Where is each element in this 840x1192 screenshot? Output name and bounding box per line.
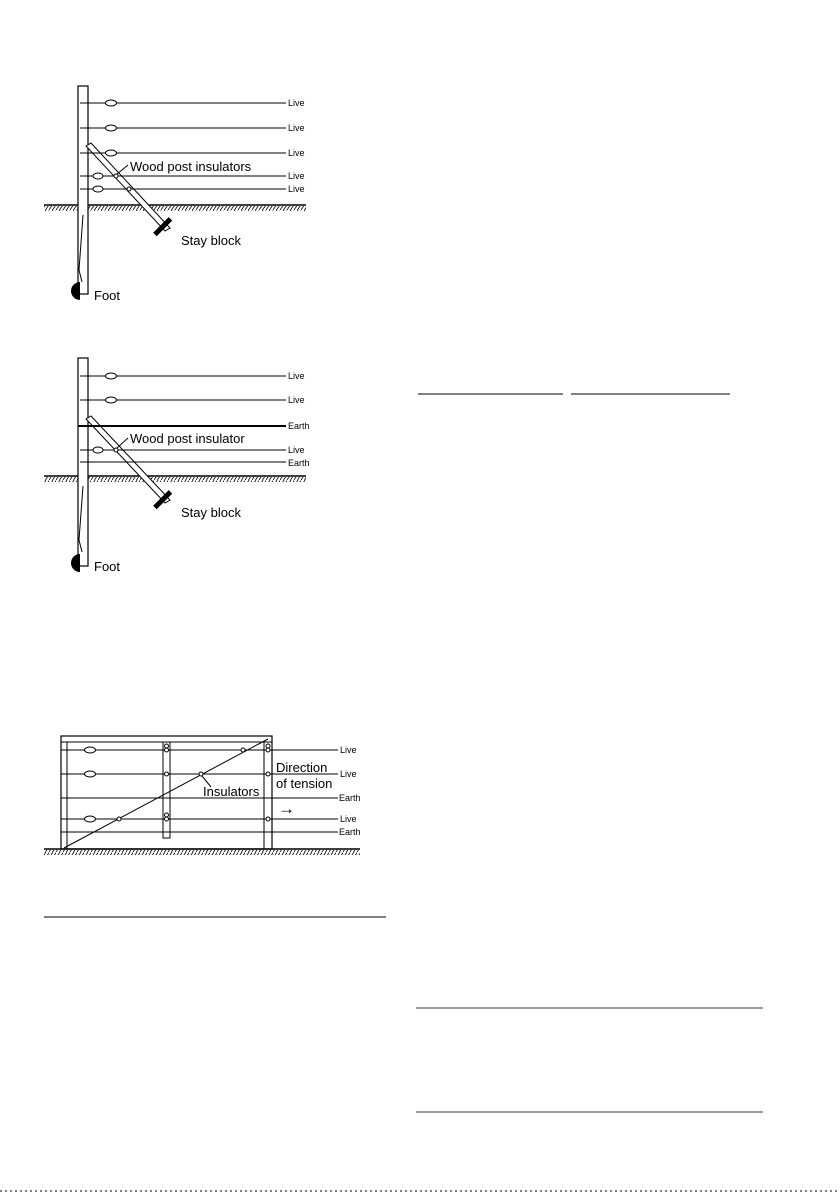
wire-label-3: Live [288, 148, 305, 158]
figure-1-end-post-live-wires [44, 86, 306, 303]
insulator [241, 748, 245, 752]
insulators [93, 100, 131, 192]
insulator [266, 744, 270, 748]
insulator [266, 772, 270, 776]
insulator [165, 772, 169, 776]
figure-3-strainer-assembly [44, 736, 361, 855]
wire-label-1: Live [288, 371, 305, 381]
direction-label-line-2: of tension [276, 776, 333, 791]
insulator [106, 125, 117, 131]
direction-arrow-icon: → [278, 799, 295, 818]
insulator [165, 813, 169, 817]
dropper [163, 742, 170, 838]
wire-label-3: Earth [339, 793, 361, 803]
direction-label-line-1: Direction [276, 760, 328, 775]
insulators-label: Insulators [203, 784, 260, 799]
foot-block [71, 282, 80, 300]
figure-2-end-post-live-earth-wires [44, 358, 310, 574]
insulator [85, 747, 96, 753]
wire-label-2: Live [288, 395, 305, 405]
wire-label-1: Live [340, 745, 357, 755]
insulator [85, 816, 96, 822]
wire-label-5: Earth [288, 458, 310, 468]
insulator [165, 744, 169, 748]
stay-block-label: Stay block [181, 505, 241, 520]
wire-label-4: Live [340, 814, 357, 824]
foot-label: Foot [94, 288, 121, 303]
stay-block-label: Stay block [181, 233, 241, 248]
wire-label-4: Live [288, 171, 305, 181]
insulator-label: Wood post insulators [130, 159, 252, 174]
insulator [93, 447, 103, 453]
insulator [106, 150, 117, 156]
wire-label-2: Live [288, 123, 305, 133]
wire-label-2: Live [340, 769, 357, 779]
insulator [93, 186, 103, 192]
insulator [165, 748, 169, 752]
wire-label-1: Live [288, 98, 305, 108]
foot-label: Foot [94, 559, 121, 574]
insulator-leader-line [117, 165, 128, 174]
insulator-leader-line [117, 438, 128, 448]
insulator-label: Wood post insulator [130, 431, 245, 446]
wire-label-3: Earth [288, 421, 310, 431]
insulator [85, 771, 96, 777]
insulator [199, 772, 203, 776]
insulator [266, 817, 270, 821]
wires [80, 103, 286, 189]
insulator [93, 173, 103, 179]
insulator [117, 817, 121, 821]
foot-block [71, 554, 80, 572]
insulator [165, 817, 169, 821]
ground-hatching [44, 850, 360, 855]
insulator [266, 748, 270, 752]
insulator [106, 397, 117, 403]
wire-label-5: Live [288, 184, 305, 194]
wood-post-insulator [114, 174, 118, 178]
insulator [106, 373, 117, 379]
stay-strut [86, 416, 170, 503]
wire-label-5: Earth [339, 827, 361, 837]
insulator [106, 100, 117, 106]
wood-post-insulator [114, 448, 118, 452]
wires [78, 376, 286, 462]
wood-post-insulator [127, 187, 131, 191]
wire-label-4: Live [288, 445, 305, 455]
insulators [85, 744, 271, 822]
